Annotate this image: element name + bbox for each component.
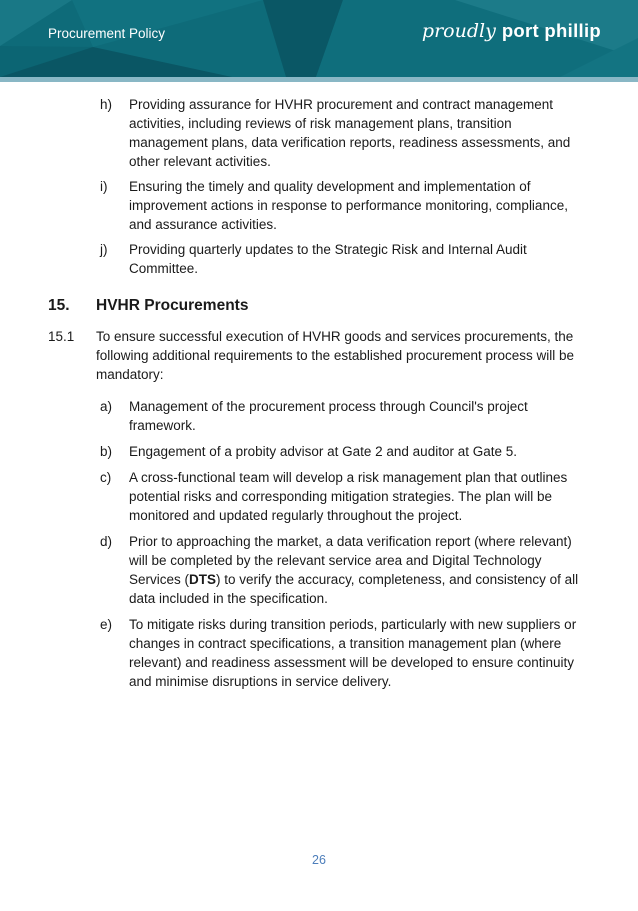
list-item-text: Providing quarterly updates to the Strategic Risk and Internal Audit Committee. xyxy=(129,242,527,276)
port-phillip-logo xyxy=(422,20,601,42)
logo-script-word: proudly xyxy=(421,20,496,42)
list-item-b xyxy=(100,442,638,461)
document-body xyxy=(0,82,638,691)
list-item-text: Providing assurance for HVHR procurement and contract management activities, including reviews of risk management plans, transition management plans, data verification reports, readiness assessments, and other relevant activities. xyxy=(129,97,571,169)
list-item-text: To mitigate risks during transition periods, particularly with new suppliers or changes in contract specifications, a transition management plan (where relevant) and readiness assessment will be developed to ensure continuity and minimise disruptions in service delivery. xyxy=(129,617,577,689)
page-number: 26 xyxy=(312,853,326,867)
list-item-i xyxy=(100,177,638,234)
list-item-label: e) xyxy=(100,617,113,632)
list-item-a xyxy=(100,397,638,435)
document-title: Procurement Policy xyxy=(48,26,166,41)
clause-text: To ensure successful execution of HVHR goods and services procurements, the following additional requirements to the established procurement process will be mandatory: xyxy=(96,329,575,382)
requirements-list xyxy=(0,397,638,691)
list-item-label: j) xyxy=(100,242,108,257)
list-item-label: d) xyxy=(100,534,113,549)
list-item-e xyxy=(100,615,638,691)
section-title: HVHR Procurements xyxy=(96,297,249,314)
header-accent-strip xyxy=(0,77,638,82)
list-item-c xyxy=(100,468,638,525)
text-after-bold: ) to verify the accuracy, completeness, and consistency of all data included in the specification. xyxy=(129,572,579,606)
list-item-label: a) xyxy=(100,399,113,414)
list-item-text: Management of the procurement process through Council's project framework. xyxy=(129,399,528,433)
list-item-d xyxy=(100,532,638,608)
list-item-label: i) xyxy=(100,179,108,194)
clause-15-1 xyxy=(48,327,638,384)
bold-acronym-dts: DTS xyxy=(189,572,217,587)
list-item-text xyxy=(129,532,586,608)
list-item-label: c) xyxy=(100,470,112,485)
list-item-text: Ensuring the timely and quality development and implementation of improvement actions in response to performance monitoring, compliance, and assurance activities. xyxy=(129,179,568,232)
list-item-text: A cross-functional team will develop a risk management plan that outlines potential risks and corresponding mitigation strategies. The plan will be monitored and updated regularly throughout the project. xyxy=(129,470,568,523)
section-number: 15. xyxy=(48,297,70,314)
list-item-label: h) xyxy=(100,97,113,112)
text-before-bold: Prior to approaching the market, a data verification report (where relevant) will be completed by the relevant service area and Digital Technology Services ( xyxy=(129,534,572,587)
list-item-j xyxy=(100,240,638,278)
clause-number: 15.1 xyxy=(48,329,75,344)
intro-list xyxy=(0,95,638,278)
list-item-h xyxy=(100,95,638,171)
page-header xyxy=(0,0,638,82)
logo-wordmark: port phillip xyxy=(501,20,601,41)
list-item-text: Engagement of a probity advisor at Gate 2 and auditor at Gate 5. xyxy=(129,444,517,459)
section-heading xyxy=(48,296,638,315)
list-item-label: b) xyxy=(100,444,113,459)
